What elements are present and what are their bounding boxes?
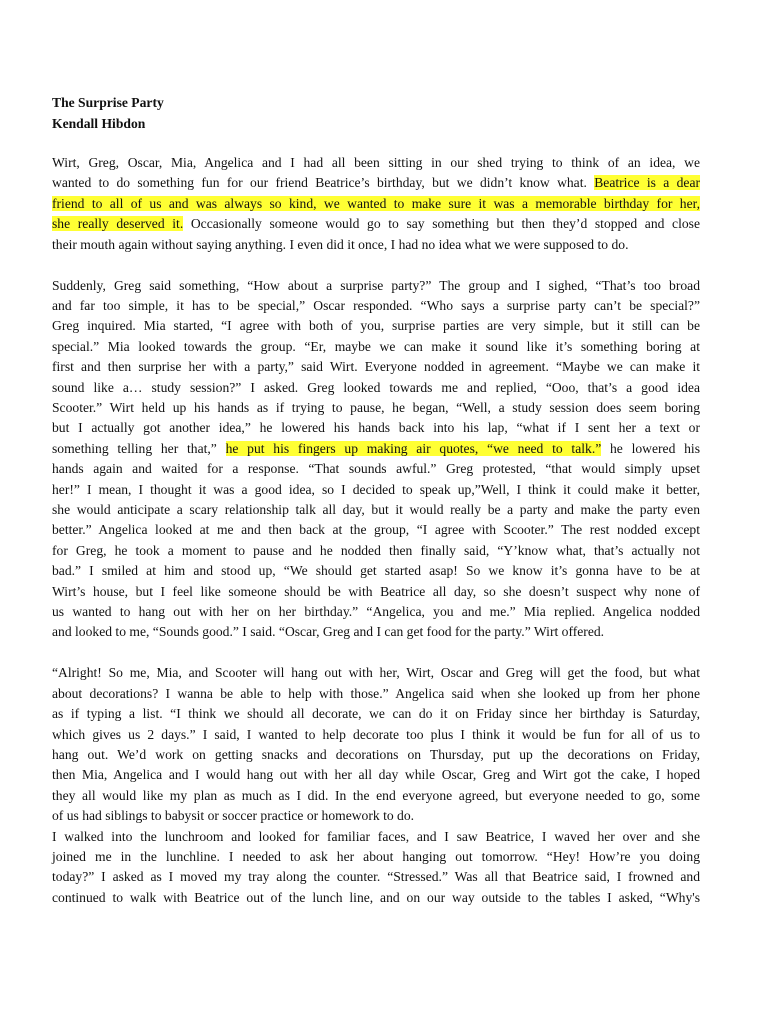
highlighted-text: friend to all of us and was always so kind, we wanted to make sure it was a memorable birthday for her, — [52, 195, 700, 211]
text-line — [52, 684, 700, 704]
text-segment: about decorations? I wanna be able to help with those.” Angelica said when she looked up from her phone — [52, 685, 700, 701]
text-line — [52, 418, 700, 438]
text-segment: she would anticipate a scary relationship talk all day, but it would really be a party and make the party even — [52, 502, 700, 517]
text-segment: their mouth again without saying anything. I even did it once, I had no idea what we were supposed to do. — [52, 236, 629, 252]
text-segment: I walked into the lunchroom and looked for familiar faces, and I saw Beatrice, I waved her over and she — [52, 828, 700, 844]
text-line — [52, 459, 700, 479]
document-header — [52, 93, 704, 134]
text-segment: wanted to do something fun for our friend Beatrice’s birthday, but we didn’t know what. — [52, 175, 595, 191]
text-line — [52, 806, 700, 826]
text-line — [52, 602, 700, 622]
text-segment: and looked to me, “Sounds good.” I said. “Oscar, Greg and I can get food for the party.” Wirt offered. — [52, 624, 605, 640]
text-line — [52, 357, 700, 377]
text-line — [52, 704, 700, 724]
text-line — [52, 173, 700, 193]
text-segment: for Greg, he took a moment to pause and he nodded then finally said, “Y’know what, that’s actually not — [52, 542, 700, 558]
paragraph — [52, 663, 704, 908]
highlighted-text: she really deserved it. — [52, 216, 184, 232]
text-segment: Wirt’s house, but I feel like someone should be with Beatrice all day, so she doesn’t suspect why none of — [52, 583, 700, 599]
text-segment: her!” I mean, I thought it was a good idea, so I decided to speak up,”Well, I think it could make it better, — [52, 481, 700, 497]
paragraph-spacer — [52, 643, 704, 664]
text-segment: he lowered his — [601, 440, 700, 456]
text-segment: hang out. We’d work on getting snacks and decorations on Thursday, put up the decorations on Friday, — [52, 746, 700, 762]
text-line — [52, 153, 700, 173]
text-segment: “Alright! So me, Mia, and Scooter will hang out with her, Wirt, Oscar and Greg will get the food, but what — [52, 665, 700, 681]
text-line — [52, 439, 700, 459]
text-line — [52, 541, 700, 561]
text-segment: better.” Angelica looked at me and then back at the group, “I agree with Scooter.” The rest nodded except — [52, 522, 700, 538]
text-segment: hands again and waited for a response. “That sounds awful.” Greg protested, “that would simply upset — [52, 461, 700, 477]
text-segment: then Mia, Angelica and I would hang out with her all day while Oscar, Greg and Wirt got the cake, I hoped — [52, 767, 700, 783]
text-line — [52, 378, 700, 398]
text-segment: sound like a… study session?” I asked. Greg looked towards me and replied, “Ooo, that’s a good idea — [52, 379, 700, 395]
text-line — [52, 276, 700, 296]
text-line — [52, 398, 700, 418]
highlighted-text: Beatrice is a dear — [594, 175, 701, 191]
document-body — [52, 134, 704, 908]
text-line — [52, 786, 700, 806]
text-line — [52, 235, 700, 255]
text-line — [52, 725, 700, 745]
text-line — [52, 520, 700, 540]
text-line — [52, 316, 700, 336]
text-segment: they all would like my plan as much as I did. In the end everyone agreed, but everyone needed to go, some — [52, 787, 700, 803]
highlighted-text: he put his fingers up making air quotes, “we need to talk.” — [225, 440, 602, 456]
paragraph — [52, 276, 704, 643]
text-line — [52, 214, 700, 234]
text-line — [52, 480, 700, 500]
text-segment: of us had siblings to babysit or soccer practice or homework to do. — [52, 808, 415, 824]
text-line — [52, 582, 700, 602]
text-segment: joined me in the lunchline. I needed to ask her about hanging out tomorrow. “Hey! How’re you doing — [52, 849, 700, 864]
text-segment: Occasionally someone would go to say something but then they’d stopped and close — [183, 216, 700, 232]
text-line — [52, 194, 700, 214]
text-line — [52, 745, 700, 765]
text-segment: as if typing a list. “I think we should all decorate, we can do it on Friday since her birthday is Saturday, — [52, 706, 700, 722]
text-segment: today?” I asked as I moved my tray along the counter. “Stressed.” Was all that Beatrice said, I frowned and — [52, 869, 700, 885]
text-segment: bad.” I smiled at him and stood up, “We should get started asap! So we know it’s gonna have to be at — [52, 563, 700, 579]
text-line — [52, 561, 700, 581]
text-segment: us wanted to hang out with her on her birthday.” “Angelica, you and me.” Mia replied. Angelica nodded — [52, 604, 700, 620]
text-segment: Suddenly, Greg said something, “How about a surprise party?” The group and I sighed, “That’s too broad — [52, 277, 700, 293]
text-segment: continued to walk with Beatrice out of the lunch line, and on our way outside to the tables I asked, “Why's — [52, 889, 700, 905]
text-line — [52, 500, 700, 520]
document-title: The Surprise Party — [52, 95, 164, 110]
text-segment: which gives us 2 days.” I said, I wanted to help decorate too plus I think it would be fun for all of us to — [52, 726, 700, 742]
text-line — [52, 622, 700, 642]
text-segment: Scooter.” Wirt held up his hands as if trying to pause, he began, “Well, a study session does seem boring — [52, 399, 700, 415]
paragraph — [52, 153, 704, 255]
text-line — [52, 296, 700, 316]
text-segment: special.” Mia looked towards the group. “Er, maybe we can make it sound like it’s something boring at — [52, 338, 700, 354]
text-segment: first and then surprise her with a party,” said Wirt. Everyone nodded in agreement. “Maybe we can make it — [52, 359, 700, 375]
text-line — [52, 663, 700, 683]
text-line — [52, 847, 700, 867]
text-segment: Wirt, Greg, Oscar, Mia, Angelica and I had all been sitting in our shed trying to think of an idea, we — [52, 155, 700, 170]
document-author: Kendall Hibdon — [52, 115, 146, 131]
text-line — [52, 337, 700, 357]
text-segment: something telling her that,” — [52, 440, 226, 456]
text-line — [52, 827, 700, 847]
text-segment: and far too simple, it has to be special,” Oscar responded. “Who says a surprise party can’t be special?” — [52, 297, 700, 313]
text-line — [52, 888, 700, 908]
text-line — [52, 765, 700, 785]
paragraph-spacer — [52, 255, 704, 276]
text-line — [52, 867, 700, 887]
paragraph-spacer — [52, 134, 704, 153]
text-segment: but I actually got another idea,” he lowered his hands back into his lap, “what if I sent her a text or — [52, 420, 700, 436]
text-segment: Greg inquired. Mia started, “I agree with both of you, surprise parties are very simple, but it still can be — [52, 318, 700, 334]
